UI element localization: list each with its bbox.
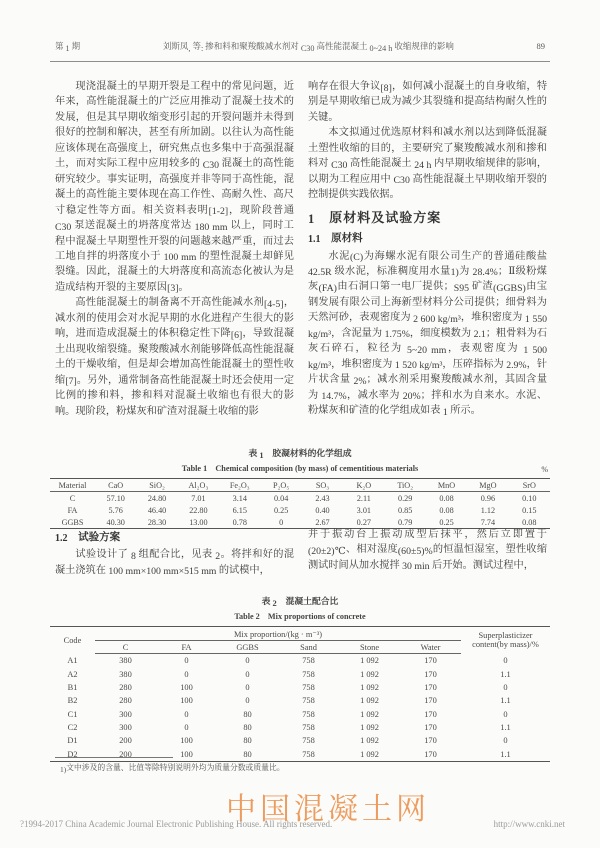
table-cell: 1 092	[360, 669, 379, 679]
page-number: 89	[536, 41, 545, 51]
table-cell: 300	[119, 723, 132, 733]
table-cell: 380	[119, 656, 132, 666]
left-column-mid	[55, 527, 294, 591]
table-cell: 22.80	[189, 505, 208, 515]
paragraph: 本文拟通过优选原材料和减水剂以达到降低混凝土塑性收缩的目的，主要研究了聚羧酸减水剂和掺和料对 C30 高性能混凝土 24 h 内早期收缩规律的影响，以期为工程应用中 C30 高性能混凝土早期收缩开裂的控制提供实践依据。	[308, 127, 547, 201]
table-cell: 758	[302, 656, 315, 666]
table-cell: 170	[424, 669, 437, 679]
table-cell: 170	[424, 749, 437, 759]
table-cell: 0.40	[315, 505, 330, 515]
paragraph: 并于振动台上振动成型后抹平，然后立即置于(20±2)℃、相对湿度(60±5)%的恒温恒湿室，塑性收缩测试时间从加水搅拌 30 min 后开始。测试过程中，	[308, 529, 547, 573]
table-cell: 100	[180, 696, 193, 706]
table-cell: 200	[119, 749, 132, 759]
left-column	[55, 79, 294, 441]
table-cell: 1.1	[500, 749, 511, 759]
table-cell: 3.01	[356, 505, 371, 515]
table-cell: 80	[243, 723, 252, 733]
table-cell: 170	[424, 656, 437, 666]
table-header-cell: C	[95, 641, 156, 654]
table-cell: 0.08	[439, 505, 454, 515]
table-header-cell: Water	[400, 641, 461, 654]
body-columns-top	[55, 79, 547, 441]
table-cell: C	[69, 493, 76, 503]
table-cell: 28.30	[147, 517, 167, 527]
table2-caption	[50, 591, 550, 622]
table2-header-row-1	[50, 627, 550, 641]
table-cell: B2	[67, 696, 78, 706]
table-header-cell: SO₃	[302, 479, 343, 492]
table-cell: 1 092	[360, 696, 379, 706]
table-cell: C2	[67, 723, 78, 733]
table-cell: 0.78	[232, 517, 247, 527]
table-cell: 0.29	[398, 493, 413, 503]
table1-caption-en: Table 1 Chemical composition (by mass) of cementitious materials %	[181, 464, 548, 474]
table-cell: 1.12	[480, 505, 496, 515]
table-cell: 0	[184, 669, 189, 679]
table-cell: 80	[243, 709, 252, 719]
table-cell: C1	[67, 709, 78, 719]
table-header-cell: GGBS	[217, 641, 278, 654]
table-row	[50, 492, 550, 505]
table-cell: 0	[184, 709, 189, 719]
table-row	[50, 748, 550, 762]
table-cell: 1.1	[500, 723, 511, 733]
table-header-cell: K₂O	[343, 479, 384, 492]
table-cell: 2.11	[356, 493, 371, 503]
table-cell: 7.74	[480, 517, 496, 527]
table1-header-row	[50, 479, 550, 492]
table-cell: 100	[180, 749, 193, 759]
table-cell: 7.01	[191, 493, 206, 503]
paragraph: 试验设计了 8 组配合比，见表 2。将拌和好的混凝土浇筑在 100 mm×100 mm×515 mm 的试模中，	[55, 549, 294, 578]
table-cell: 0	[184, 723, 189, 733]
section-heading-1: 1 原材料及试验方案	[308, 209, 442, 226]
table-cell: 0	[503, 682, 508, 692]
table-cell: 170	[424, 723, 437, 733]
table-cell: 0	[503, 736, 508, 746]
table-header-cell: MgO	[467, 479, 508, 492]
table-cell: 3.14	[232, 493, 247, 503]
page-header	[55, 40, 545, 52]
table-row	[50, 654, 550, 668]
right-column-mid	[308, 527, 547, 591]
issue-label: 第 1 期	[55, 41, 81, 53]
right-column	[308, 79, 547, 441]
table1-caption	[50, 443, 550, 474]
table-cell: 0	[245, 669, 250, 679]
table-row	[50, 708, 550, 721]
copyright-text: ?1994-2017 China Academic Journal Electronic Publishing House. All rights reserved.	[20, 819, 333, 829]
table-header-cell: P₂O₅	[260, 479, 301, 492]
paragraph: 高性能混凝土的制备离不开高性能减水剂[4-5]，减水剂的使用会对水泥早期的水化进程产生很大的影响，进而造成混凝土的体积稳定性下降[6]，导致混凝土出现收缩裂缝。聚羧酸减水剂能够降低高性能混凝土的干燥收缩，但是却会增加高性能混凝土的塑性收缩[7]。另外，通常制备高性能混凝土时还会使用一定比例的掺和料，掺和料对混凝土收缩也有很大的影响。现阶段，粉煤灰和矿渣对混凝土收缩的影	[55, 297, 294, 417]
table-cell: 0	[503, 709, 508, 719]
table-cell: 280	[119, 682, 132, 692]
table-header-cell: FA	[156, 641, 217, 654]
table-cell: D2	[67, 749, 78, 759]
table-cell: 0.96	[480, 493, 496, 503]
table-cell: 1 092	[360, 656, 379, 666]
table-cell: 0.25	[273, 505, 289, 515]
table-cell: 758	[302, 723, 315, 733]
table-cell: 280	[119, 696, 132, 706]
table-header-cell: Stone	[339, 641, 400, 654]
body-columns-mid	[55, 527, 547, 591]
table-cell: 0.04	[273, 493, 289, 503]
table-cell: 758	[302, 736, 315, 746]
table-cell: 0	[245, 656, 250, 666]
table-header-cell: SiO₂	[136, 479, 177, 492]
table-cell: 0	[245, 682, 250, 692]
table-row	[50, 721, 550, 734]
table-cell: 758	[302, 682, 315, 692]
table2-caption-en: Table 2 Mix proportions of concrete	[234, 612, 366, 621]
table-row	[50, 694, 550, 707]
table-cell: 0.15	[522, 505, 537, 515]
table-cell: FA	[67, 505, 78, 515]
table-row	[50, 734, 550, 747]
table-cell: 1 092	[360, 736, 379, 746]
table-header-cell: CaO	[95, 479, 136, 492]
table2-block	[50, 591, 550, 762]
table-cell: 170	[424, 682, 437, 692]
table-row	[50, 667, 550, 680]
page-footer	[20, 819, 565, 829]
paragraph: 水泥(C)为海螺水泥有限公司生产的普通硅酸盐 42.5R 级水泥，标准稠度用水量1)为 28.4%；Ⅱ级粉煤灰(FA)由石洞口第一电厂提供；S95 矿渣(GGBS)由宝钢发展有限公司上海新型材料分公司提供；细骨料为天然河砂，表观密度为 2 600 kg/m³，堆积密度为 1 550 kg/m³，含泥量为 1.75%，细度模数为 2.1；粗骨料为石灰石碎石，粒径为 5~20 mm，表观密度为 1 500 kg/m³，堆积密度为 1 520 kg/m³，压碎指标为 2.9%，针片状含量 2%；减水剂采用聚羧酸减水剂，其固含量为 14.7%，减水率为 20%；拌和水为自来水。水泥、粉煤灰和矿渣的化学组成如表 1 所示。	[308, 250, 547, 418]
table-cell: 1.1	[500, 669, 511, 679]
table-cell: 0.85	[398, 505, 413, 515]
table-cell: 170	[424, 696, 437, 706]
running-title: 刘斯凤, 等: 掺和料和聚羧酸减水剂对 C30 高性能混凝土 0~24 h 收缩规律的影响	[162, 41, 454, 53]
paragraph: 响存在很大争议[8]，如何减小混凝土的自身收缩，特别是早期收缩已成为减少其裂缝和提高结构耐久性的关键。	[308, 81, 547, 123]
table-cell: 13.00	[189, 517, 208, 527]
table-cell: 2.43	[315, 493, 330, 503]
table-cell: 2.67	[315, 517, 330, 527]
footnote-rule	[55, 757, 173, 758]
table-cell: 5.76	[108, 505, 123, 515]
table-cell: 100	[180, 682, 193, 692]
table-cell: 170	[424, 709, 437, 719]
table-cell: 0.25	[439, 517, 454, 527]
table-cell: 0.08	[522, 517, 537, 527]
watermark-text: 中国混凝土网	[226, 793, 430, 826]
table-cell: A1	[67, 655, 78, 665]
table-cell: 0	[184, 656, 189, 666]
table-cell: A2	[67, 669, 78, 679]
section-heading-1-2: 1.2 试验方案	[55, 531, 121, 544]
table-cell: 0.08	[439, 493, 454, 503]
table-cell: 6.15	[232, 505, 247, 515]
table-cell: 170	[424, 736, 437, 746]
table-cell: 0.79	[398, 517, 413, 527]
table-cell: 0	[503, 655, 508, 665]
table-header-cell: SrO	[509, 479, 550, 492]
table-header-cell: Al₂O₃	[178, 479, 219, 492]
table2-code-header: Code	[63, 635, 82, 645]
table2-superplasticizer-header: Superplasticizer content(by mass)/%	[472, 631, 539, 650]
table1-caption-zh: 表 1 胶凝材料的化学组成	[248, 448, 352, 460]
table-cell: 1 092	[360, 749, 379, 759]
table-cell: 0	[245, 696, 250, 706]
table-cell: D1	[67, 736, 78, 746]
table-cell: 1 092	[360, 723, 379, 733]
table-cell: 57.10	[106, 493, 125, 503]
table2	[50, 626, 550, 762]
table-cell: 1.1	[500, 696, 511, 706]
table-cell: 0	[279, 517, 284, 527]
table-cell: 1 092	[360, 682, 379, 692]
paragraph: 现浇混凝土的早期开裂是工程中的常见问题，近年来，高性能混凝土的广泛应用推动了混凝土技术的发展，但是其早期收缩变形引起的开裂问题并未得到很好的控制和解决，甚至有所加剧。以往认为高性能应该体现在高强度上，研究焦点也多集中于高强混凝土，而对实际工程中应用较多的 C30 混凝土的高性能研究较少。事实证明，高强度并非等同于高性能，混凝土的高性能主要体现在高工作性、高耐久性、高尺寸稳定性等方面。相关资料表明[1-2]，现阶段普通 C30 泵送混凝土的坍落度常达 180 mm 以上，同时工程中混凝土早期塑性开裂的问题越来越严重，而过去工地自拌的坍落度小于 100 mm 的塑性混凝土却鲜见裂缝。因此，混凝土的大坍落度和高流态化被认为是造成结构开裂的主要原因[3]。	[55, 81, 294, 295]
table-cell: 758	[302, 696, 315, 706]
table-cell: 80	[243, 736, 252, 746]
table-cell: B1	[67, 682, 78, 692]
table-cell: 40.30	[106, 517, 125, 527]
table-cell: 758	[302, 709, 315, 719]
table-row	[50, 681, 550, 694]
header-rule	[50, 61, 550, 62]
table-cell: 80	[243, 749, 252, 759]
table-cell: 0.27	[356, 517, 371, 527]
table-cell: 200	[119, 736, 132, 746]
table-cell: GGBS	[61, 517, 84, 527]
table-cell: 24.80	[147, 493, 167, 503]
footnote: 1)文中涉及的含量、比值等除特别说明外均为质量分数或质量比。	[60, 763, 285, 774]
table2-group-header: Mix proportion/(kg · m⁻³)	[95, 627, 461, 641]
table-header-cell: MnO	[426, 479, 467, 492]
table-cell: 46.40	[147, 505, 167, 515]
table-cell: 758	[302, 749, 315, 759]
section-heading-1-1: 1.1 原材料	[308, 232, 363, 246]
table2-caption-zh: 表 2 混凝土配合比	[261, 596, 339, 608]
table1	[50, 478, 550, 529]
cnki-url: http://www.cnki.net	[493, 819, 565, 829]
table-cell: 100	[180, 736, 193, 746]
table-cell: 1 092	[360, 709, 379, 719]
table-cell: 300	[119, 709, 132, 719]
table1-unit: %	[541, 465, 548, 474]
table-cell: 380	[119, 669, 132, 679]
table-row	[50, 504, 550, 516]
table-header-cell: Fe₂O₃	[219, 479, 260, 492]
table-header-cell: Material	[50, 479, 95, 492]
table-cell: 0.10	[522, 493, 537, 503]
table-header-cell: Sand	[278, 641, 339, 654]
table-cell: 758	[302, 669, 315, 679]
table1-block	[50, 443, 550, 529]
table-header-cell: TiO₂	[385, 479, 426, 492]
